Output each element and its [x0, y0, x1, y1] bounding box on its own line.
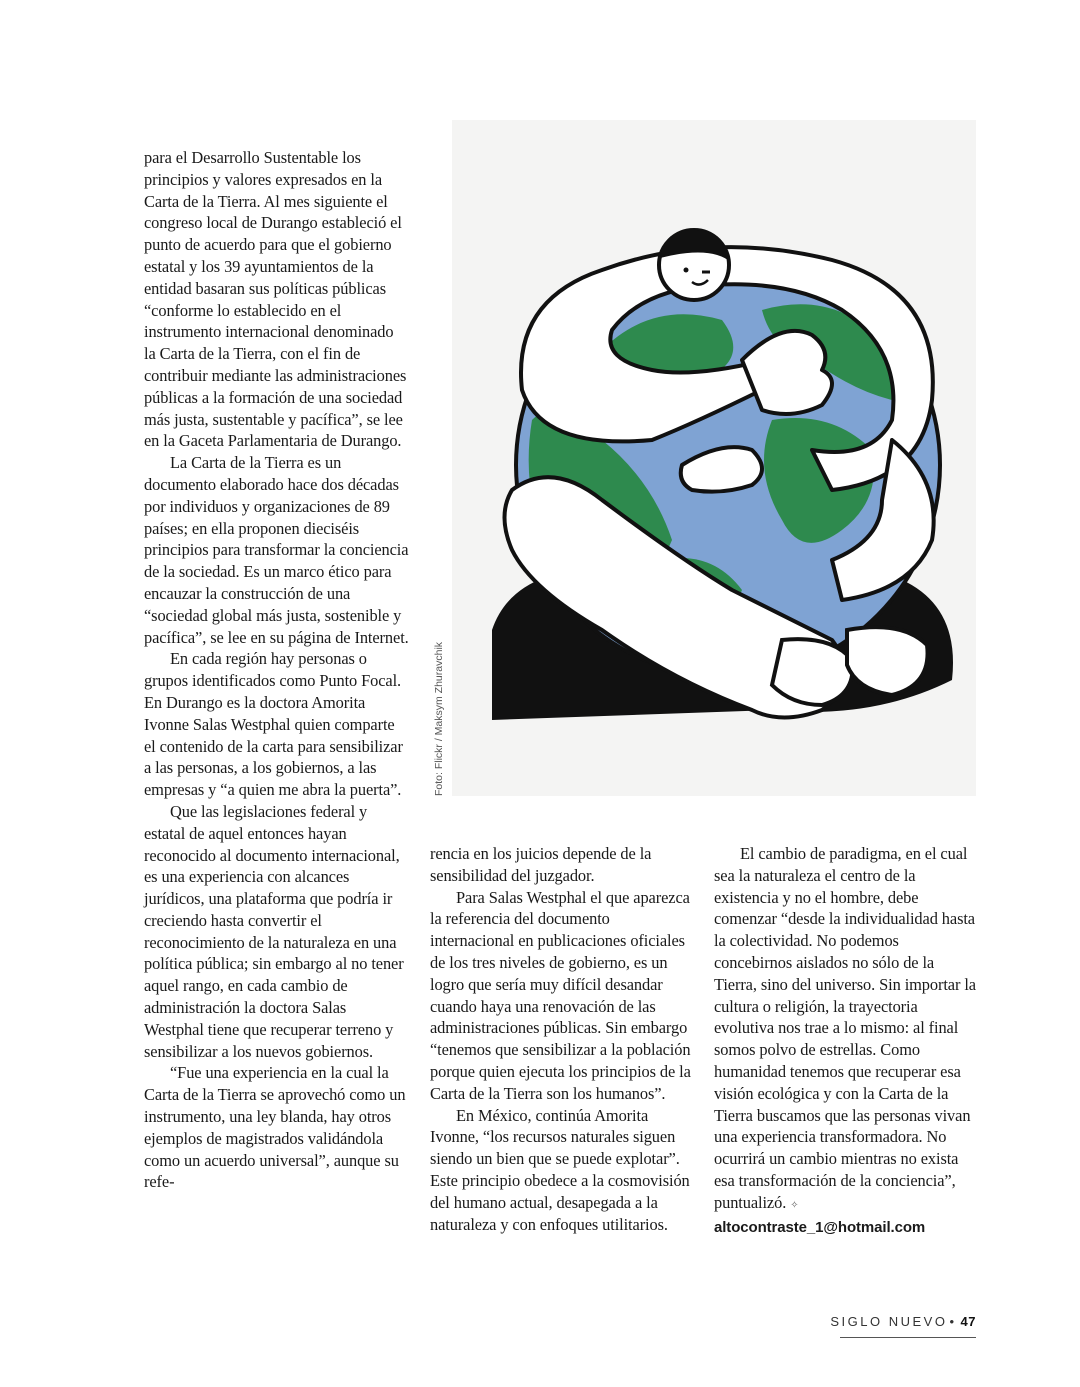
article-column-1 — [144, 147, 409, 1193]
paragraph — [714, 843, 976, 1217]
paragraph: Que las legislaciones federal y estatal de aquel entonces hayan reconocido al documento internacional, es una experiencia con alcances jurídicos, una plataforma que podría ir creciendo hasta convertir el reconocimiento de la naturaleza en una política pública; sin embargo al no tener aquel rango, en cada cambio de administración la doctora Salas Westphal tiene que recuperar terreno y sensibilizar a los nuevos gobiernos. — [144, 801, 404, 1061]
footer-separator: • — [949, 1314, 957, 1329]
paragraph: Para Salas Westphal el que aparezca la referencia del documento internacional en publicaciones oficiales de los tres niveles de gobierno, es un logro que sería muy difícil desandar cuando haya una renovación de las administraciones públicas. Sin embargo “tenemos que sensibilizar a la población porque quien ejecuta los principios de la Carta de la Tierra son los humanos”. — [430, 887, 691, 1103]
end-mark-icon: ✧ — [790, 1199, 799, 1211]
paragraph: En México, continúa Amorita Ivonne, “los recursos naturales siguen siendo un bien que se puede explotar”. Este principio obedece a la cosmovisión del humano actual, desapegada a la naturaleza y con enfoques utilitarios. — [430, 1105, 690, 1234]
article-column-3 — [714, 843, 976, 1238]
paragraph: para el Desarrollo Sustentable los principios y valores expresados en la Carta de la Tierra. Al mes siguiente el congreso local de Durango estableció el punto de acuerdo para que el gobierno estatal y los 39 ayuntamientos de la entidad basaran sus políticas públicas “conforme lo establecido en el instrumento internacional denominado la Carta de la Tierra, con el fin de contribuir mediante las administraciones públicas a la formación de una sociedad más justa, sustentable y pacífica”, se lee en la Gaceta Parlamentaria de Durango. — [144, 148, 407, 451]
paragraph: La Carta de la Tierra es un documento elaborado hace dos décadas por individuos y organizaciones de 89 países; en ella proponen dieciséis principios para transformar la conciencia de la sociedad. Es un marco ético para encauzar la construcción de una “sociedad global más justa, sostenible y pacífica”, se lee en su página de Internet. — [144, 453, 409, 647]
photo-credit: Foto: Flickr / Maksym Zhuravchik — [433, 641, 445, 796]
paragraph: “Fue una experiencia en la cual la Carta de la Tierra se aprovechó como un instrumento, una ley blanda, hay otros ejemplos de magistrados validándola como un acuerdo universal”, aunque su refe- — [144, 1063, 406, 1192]
article-column-2 — [430, 843, 692, 1235]
left-foot — [772, 639, 853, 705]
illustration-earth-hug — [452, 120, 976, 796]
paragraph-text: El cambio de paradigma, en el cual sea la naturaleza el centro de la existencia y no el hombre, debe comenzar “desde la individualidad hasta la colectividad. No podemos concebirnos aislados no sólo de la Tierra, sino del universo. Sin importar la cultura o religión, la trayectoria evolutiva nos trae a lo mismo: al final somos polvo de estrellas. Como humanidad tenemos que recuperar esa visión ecológica y con la Carta de la Tierra buscamos que las personas vivan una experiencia transformadora. No ocurrirá un cambio mientras no exista esa transformación de la conciencia”, puntualizó. — [714, 844, 976, 1212]
publication-name: SIGLO NUEVO — [830, 1314, 948, 1329]
author-email[interactable]: altocontraste_1@hotmail.com — [714, 1218, 926, 1236]
page-footer — [830, 1314, 976, 1329]
paragraph: rencia en los juicios depende de la sensibilidad del juzgador. — [430, 844, 652, 885]
person-head — [659, 230, 729, 300]
page-number: 47 — [960, 1314, 976, 1329]
footer-rule — [840, 1337, 976, 1338]
paragraph: En cada región hay personas o grupos identificados como Punto Focal. En Durango es la doctora Amorita Ivonne Salas Westphal quien comparte el contenido de la carta para sensibilizar a las personas, a los gobiernos, a las empresas y “a quien me abra la puerta”. — [144, 649, 403, 800]
